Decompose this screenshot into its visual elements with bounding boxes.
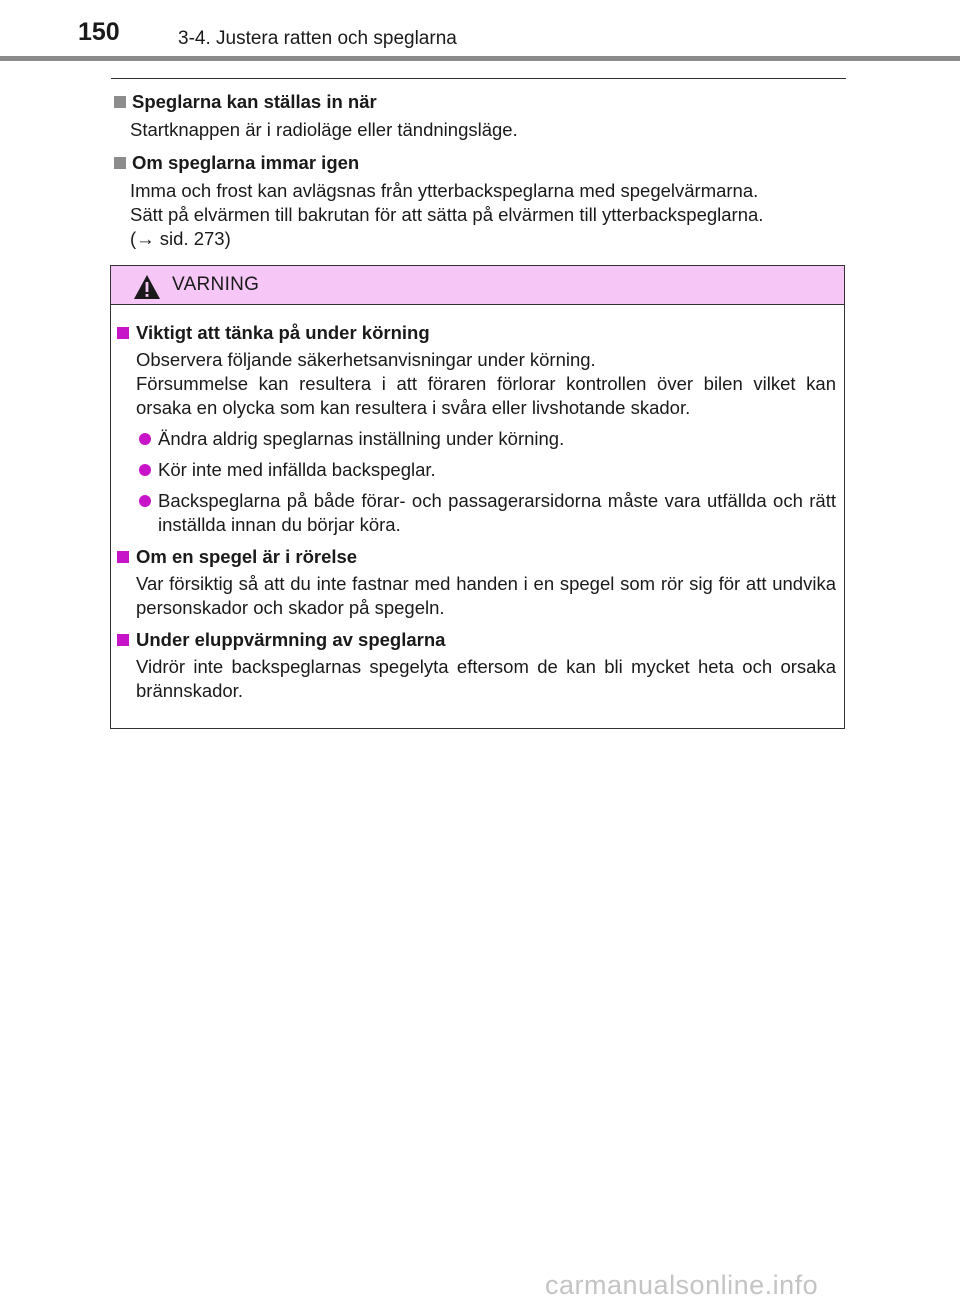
- section-mirror-fog: [111, 151, 846, 251]
- warning-text: Observera följande säkerhetsanvisningar under körning.: [136, 349, 596, 370]
- section-heading: Speglarna kan ställas in när: [132, 91, 377, 112]
- warning-header: [111, 266, 844, 305]
- section-text: Startknappen är i radioläge eller tändningsläge.: [130, 119, 518, 140]
- header-rule: [0, 56, 960, 61]
- warning-box: [110, 265, 845, 729]
- page-reference-link[interactable]: (→ sid. 273): [130, 228, 231, 249]
- warning-bullet: Ändra aldrig speglarnas inställning under körning.: [139, 427, 836, 451]
- warning-bullet: Kör inte med infällda backspeglar.: [139, 458, 836, 482]
- round-bullet-icon: [139, 464, 151, 476]
- section-mirror-adjust-when: [111, 90, 846, 142]
- warning-text: Var försiktig så att du inte fastnar med handen i en spegel som rör sig för att undvika personskador och skador på spegeln.: [136, 573, 836, 618]
- round-bullet-icon: [139, 433, 151, 445]
- content-top-rule: [111, 78, 846, 79]
- warning-triangle-icon: [133, 274, 161, 300]
- warning-body: [111, 305, 844, 703]
- square-bullet-icon: [117, 634, 129, 646]
- square-bullet-icon: [117, 327, 129, 339]
- page-header: [0, 0, 960, 62]
- warning-heading: Om en spegel är i rörelse: [136, 546, 358, 567]
- warning-heading: Under eluppvärmning av speglarna: [136, 629, 446, 650]
- warning-bullet: Backspeglarna på både förar- och passagerarsidorna måste vara utfällda och rätt inställda innan du börjar köra.: [139, 489, 836, 537]
- section-text: Sätt på elvärmen till bakrutan för att sätta på elvärmen till ytterbackspeglarna.: [130, 204, 764, 225]
- warning-text: Försummelse kan resultera i att föraren förlorar kontrollen över bilen vilket kan orsaka en olycka som kan resultera i svåra eller livshotande skador.: [136, 373, 836, 418]
- page-number: 150: [78, 18, 120, 46]
- warning-section-driving: [117, 321, 836, 537]
- section-text: Imma och frost kan avlägsnas från ytterbackspeglarna med spegelvärmarna.: [130, 180, 759, 201]
- section-heading: Om speglarna immar igen: [132, 152, 360, 173]
- round-bullet-icon: [139, 495, 151, 507]
- main-content: [111, 90, 846, 260]
- warning-section-mirror-heating: [117, 628, 836, 703]
- square-bullet-icon: [114, 96, 126, 108]
- chapter-title: 3-4. Justera ratten och speglarna: [178, 28, 457, 49]
- warning-heading: Viktigt att tänka på under körning: [136, 322, 430, 343]
- warning-section-mirror-moving: [117, 545, 836, 620]
- warning-label: VARNING: [172, 274, 260, 295]
- square-bullet-icon: [114, 157, 126, 169]
- square-bullet-icon: [117, 551, 129, 563]
- site-watermark: carmanualsonline.info: [545, 1270, 819, 1300]
- warning-text: Vidrör inte backspeglarnas spegelyta eftersom de kan bli mycket heta och orsaka brännskador.: [136, 656, 836, 701]
